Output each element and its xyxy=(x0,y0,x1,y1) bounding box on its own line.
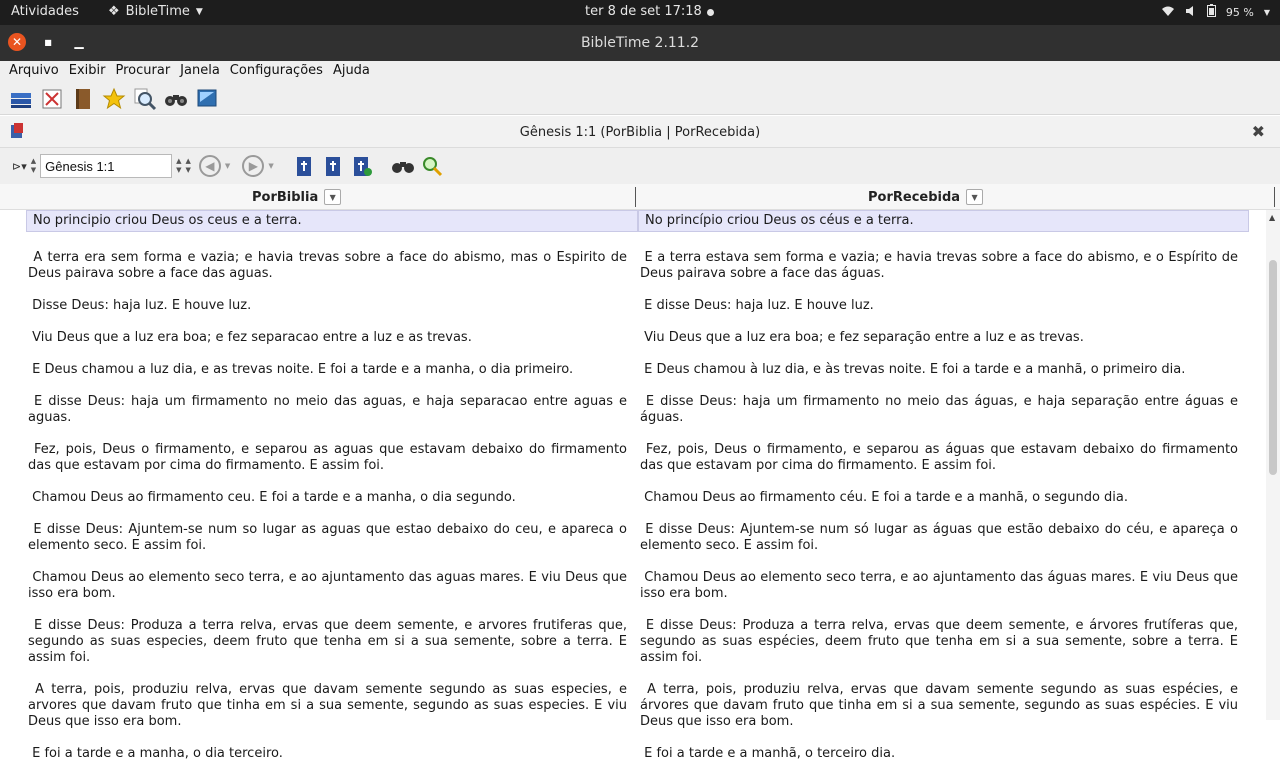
chapter-stepper[interactable] xyxy=(176,157,181,175)
chevron-up-icon: ▲ xyxy=(176,157,182,165)
clock[interactable]: ter 8 de set 17:18 xyxy=(585,4,702,19)
menu-exibir[interactable]: Exibir xyxy=(68,63,106,78)
search-zoom-icon[interactable] xyxy=(132,86,157,111)
monitor-icon[interactable] xyxy=(194,86,219,111)
verse[interactable]: E foi a tarde e a manha, o dia terceiro. xyxy=(28,746,283,761)
verse[interactable]: E disse Deus: haja um firmamento no meio das aguas, e haja separacao entre aguas e aguas. xyxy=(28,394,627,425)
chevron-down-icon: ▼ xyxy=(185,166,191,174)
left-column-header xyxy=(252,189,341,205)
system-tray[interactable] xyxy=(1161,4,1270,20)
binoculars-icon[interactable] xyxy=(391,154,416,179)
menu-procurar[interactable]: Procurar xyxy=(115,63,171,78)
add-bible-module-icon[interactable] xyxy=(350,154,375,179)
chevron-down-icon: ▼ xyxy=(1263,7,1270,17)
verse[interactable]: Viu Deus que a luz era boa; e fez separacao entre a luz e as trevas. xyxy=(28,330,472,345)
right-module-dropdown[interactable]: ▼ xyxy=(966,189,983,205)
app-menu-button[interactable] xyxy=(108,4,203,19)
menu-bar xyxy=(0,61,1280,83)
verse[interactable]: E foi a tarde e a manhã, o terceiro dia. xyxy=(640,746,896,761)
history-icon[interactable]: ⊳▾ xyxy=(12,159,27,173)
chevron-down-icon: ▼ xyxy=(176,166,182,174)
menu-janela[interactable]: Janela xyxy=(180,63,220,78)
verse[interactable]: E disse Deus: Ajuntem-se num só lugar as águas que estão debaixo do céu, e apareça o elemento seco. E assim foi. xyxy=(640,522,1238,553)
back-button[interactable]: ◀ xyxy=(199,155,221,177)
verse[interactable]: Disse Deus: haja luz. E houve luz. xyxy=(28,298,252,313)
chevron-down-icon: ▼ xyxy=(30,166,37,174)
close-window-button[interactable]: ✕ xyxy=(8,33,26,51)
battery-percentage: 95 % xyxy=(1225,5,1254,19)
text-display-area[interactable] xyxy=(0,210,1266,761)
scrollbar-thumb[interactable] xyxy=(1269,260,1277,475)
wifi-icon xyxy=(1161,5,1175,20)
bookmark-star-icon[interactable] xyxy=(101,86,126,111)
reference-stepper-left[interactable] xyxy=(31,157,36,175)
verse[interactable]: E a terra estava sem forma e vazia; e havia trevas sobre a face do abismo, e o Espírito de Deus pairava sobre a face das águas. xyxy=(640,250,1238,281)
bible-module-icon[interactable] xyxy=(292,154,317,179)
main-toolbar xyxy=(0,83,1280,115)
right-module-name: PorRecebida xyxy=(868,189,961,205)
verse[interactable]: E disse Deus: Produza a terra relva, ervas que deem semente, e árvores frutíferas que, segundo as suas espécies, deem fruto que tenha em si a sua semente, sobre a terra. E assim foi. xyxy=(640,618,1238,665)
right-text-column[interactable] xyxy=(640,210,1238,778)
close-subwindow-button[interactable]: ✖ xyxy=(1251,122,1265,141)
subwindow-title: Gênesis 1:1 (PorBiblia | PorRecebida) xyxy=(519,125,761,140)
verse-highlighted[interactable]: No principio criou Deus os ceus e a terra. xyxy=(26,210,638,232)
forward-dropdown-icon[interactable]: ▼ xyxy=(268,162,274,170)
bookshelf-icon[interactable] xyxy=(8,86,33,111)
column-separator[interactable] xyxy=(1274,187,1275,207)
bible-module-icon[interactable] xyxy=(321,154,346,179)
activities-button[interactable]: Atividades xyxy=(11,4,79,19)
verse[interactable]: E disse Deus: haja um firmamento no meio das águas, e haja separação entre águas e águas. xyxy=(640,394,1238,425)
left-module-name: PorBiblia xyxy=(252,189,319,205)
chevron-down-icon: ▼ xyxy=(195,6,203,17)
verse[interactable]: E disse Deus: Produza a terra relva, ervas que deem semente, e arvores frutiferas que, segundo as suas especies, deem fruto que tenha em si a sua semente, sobre a terra. E assim foi. xyxy=(28,618,627,665)
app-icon: ❖ xyxy=(108,4,120,19)
verse[interactable]: Chamou Deus ao firmamento ceu. E foi a tarde e a manha, o dia segundo. xyxy=(28,490,516,505)
verse[interactable]: E Deus chamou a luz dia, e as trevas noite. E foi a tarde e a manha, o dia primeiro. xyxy=(28,362,574,377)
display-settings-icon[interactable] xyxy=(420,154,445,179)
menu-ajuda[interactable]: Ajuda xyxy=(332,63,370,78)
notification-dot-icon xyxy=(707,9,714,16)
navigation-bar xyxy=(0,148,1280,184)
verse[interactable]: E disse Deus: haja luz. E houve luz. xyxy=(640,298,874,313)
system-top-bar xyxy=(0,0,1280,25)
menu-arquivo[interactable]: Arquivo xyxy=(9,63,59,78)
binoculars-icon[interactable] xyxy=(163,86,188,111)
verse-highlighted[interactable]: No princípio criou Deus os céus e a terra. xyxy=(638,210,1249,232)
verse-stepper[interactable] xyxy=(186,157,191,175)
window-title-bar xyxy=(0,25,1280,61)
chevron-up-icon: ▲ xyxy=(30,157,37,165)
battery-icon xyxy=(1207,4,1216,20)
scroll-up-icon[interactable]: ▲ xyxy=(1269,213,1276,222)
right-column-header xyxy=(868,189,983,205)
menu-configuracoes[interactable]: Configurações xyxy=(229,63,323,78)
left-text-column[interactable] xyxy=(28,210,627,778)
book-icon[interactable] xyxy=(70,86,95,111)
verse[interactable]: Fez, pois, Deus o firmamento, e separou as aguas que estavam debaixo do firmamento das que estavam por cima do firmamento. E assim foi. xyxy=(28,442,627,473)
minimize-window-button[interactable]: ▁ xyxy=(74,35,84,49)
verse[interactable]: A terra era sem forma e vazia; e havia trevas sobre a face do abismo, mas o Espirito de Deus pairava sobre a face das aguas. xyxy=(28,250,627,281)
column-headers xyxy=(0,184,1280,210)
verse[interactable]: Chamou Deus ao elemento seco terra, e ao ajuntamento das aguas mares. E viu Deus que isso era bom. xyxy=(28,570,627,601)
verse[interactable]: Chamou Deus ao elemento seco terra, e ao ajuntamento das águas mares. E viu Deus que isso era bom. xyxy=(640,570,1238,601)
app-menu-label: BibleTime xyxy=(125,4,190,19)
reference-input[interactable] xyxy=(40,154,172,178)
column-separator[interactable] xyxy=(635,187,636,207)
window-title: BibleTime 2.11.2 xyxy=(580,35,700,51)
verse[interactable]: A terra, pois, produziu relva, ervas que davam semente segundo as suas espécies, e árvores que davam fruto que tinha em si a sua semente, segundo as suas espécies. E viu Deus que isso era bom. xyxy=(640,682,1238,729)
vertical-scrollbar[interactable] xyxy=(1266,210,1280,720)
verse[interactable]: A terra, pois, produziu relva, ervas que davam semente segundo as suas especies, e arvores que davam fruto que tinha em si a sua semente, segundo as suas especies. E viu Deus que isso era bom. xyxy=(28,682,627,729)
subwindow-title-bar xyxy=(0,116,1280,148)
fullscreen-icon[interactable] xyxy=(39,86,64,111)
verse[interactable]: Viu Deus que a luz era boa; e fez separação entre a luz e as trevas. xyxy=(640,330,1084,345)
verse[interactable]: Chamou Deus ao firmamento céu. E foi a tarde e a manhã, o segundo dia. xyxy=(640,490,1129,505)
verse[interactable]: E disse Deus: Ajuntem-se num so lugar as aguas que estao debaixo do ceu, e apareca o elemento seco. E assim foi. xyxy=(28,522,627,553)
volume-icon xyxy=(1185,5,1197,20)
maximize-window-button[interactable]: ■ xyxy=(44,37,52,47)
left-module-dropdown[interactable]: ▼ xyxy=(324,189,341,205)
verse[interactable]: E Deus chamou à luz dia, e às trevas noite. E foi a tarde e a manhã, o primeiro dia. xyxy=(640,362,1186,377)
forward-button[interactable]: ▶ xyxy=(242,155,264,177)
chevron-up-icon: ▲ xyxy=(185,157,191,165)
back-dropdown-icon[interactable]: ▼ xyxy=(224,162,231,170)
verse[interactable]: Fez, pois, Deus o firmamento, e separou as águas que estavam debaixo do firmamento das que estavam por cima do firmamento. E assim foi. xyxy=(640,442,1238,473)
